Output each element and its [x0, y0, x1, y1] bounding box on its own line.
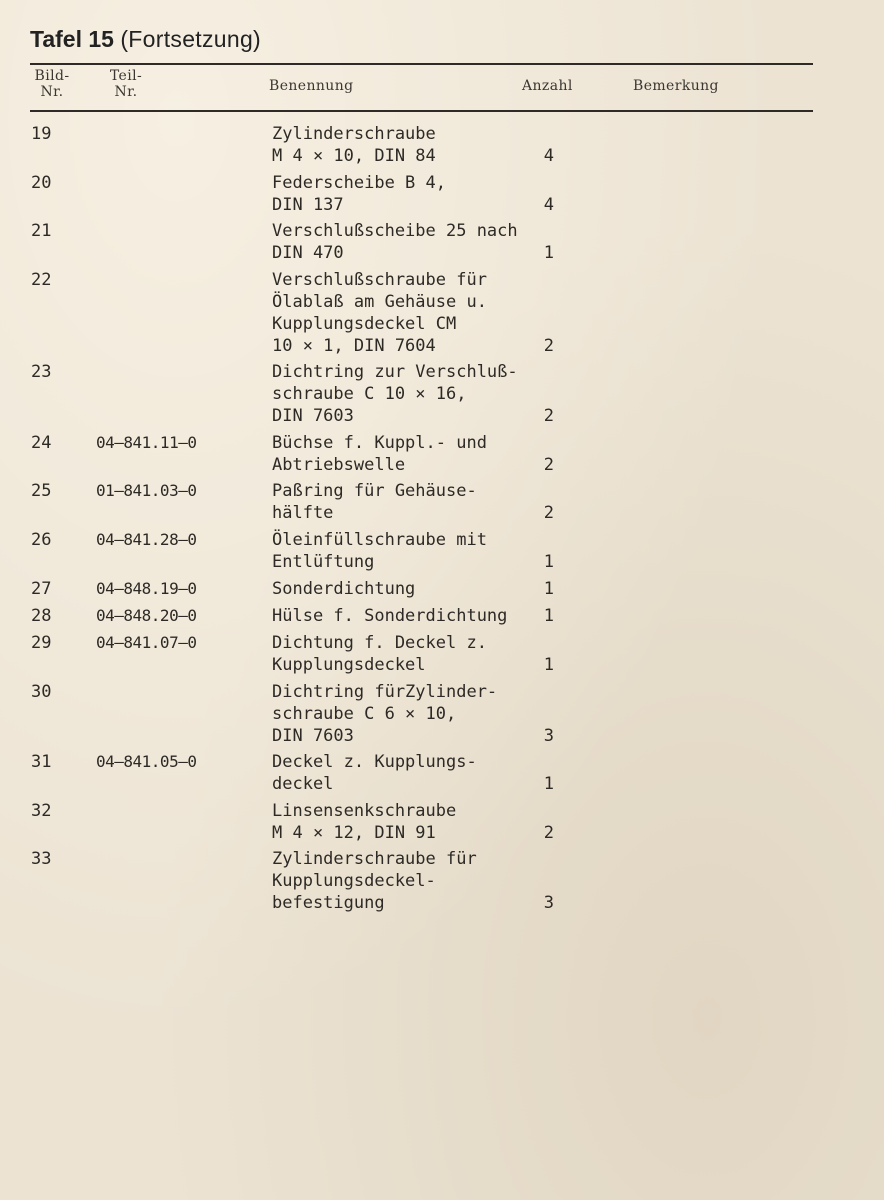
title-main: Tafel 15: [30, 26, 114, 52]
anzahl: 4: [543, 146, 554, 166]
bild-nr: 32: [31, 801, 52, 821]
anzahl: 1: [543, 655, 554, 675]
teil-nr: 04—848.20—0: [96, 606, 197, 625]
benennung-line: DIN 7603: [272, 726, 354, 746]
anzahl: 1: [543, 774, 554, 794]
benennung-line: Büchse f. Kuppl.- und: [272, 433, 487, 453]
anzahl: 2: [543, 455, 554, 475]
bild-nr: 24: [31, 433, 52, 453]
bild-nr: 21: [31, 221, 52, 241]
anzahl: 2: [543, 406, 554, 426]
bild-nr: 27: [31, 579, 52, 599]
benennung-line: DIN 470: [272, 243, 344, 263]
header-bild-nr: [29, 68, 75, 100]
benennung-line: Dichtung f. Deckel z.: [272, 633, 487, 653]
benennung: [272, 681, 497, 747]
bild-nr: 31: [31, 752, 52, 772]
anzahl: 4: [543, 195, 554, 215]
benennung-line: Öleinfüllschraube mit: [272, 530, 487, 550]
benennung: [272, 632, 487, 676]
teil-nr: 04—841.05—0: [96, 752, 197, 771]
bild-nr: 29: [31, 633, 52, 653]
benennung-line: Abtriebswelle: [272, 455, 406, 475]
anzahl: 1: [543, 552, 554, 572]
header-teil-line1: Teil-: [109, 68, 143, 84]
benennung-line: Verschlußschraube für: [272, 270, 487, 290]
teil-nr: 04—848.19—0: [96, 579, 197, 598]
header-anzahl: Anzahl: [522, 78, 573, 94]
benennung-line: DIN 7603: [272, 406, 354, 426]
bild-nr: 25: [31, 481, 52, 501]
teil-nr: 01—841.03—0: [96, 481, 197, 500]
benennung-line: Dichtring fürZylinder-: [272, 682, 498, 702]
benennung-line: Dichtring zur Verschluß-: [272, 362, 518, 382]
header-teil-line2: Nr.: [114, 84, 138, 100]
bild-nr: 22: [31, 270, 52, 290]
benennung: [272, 800, 456, 844]
header-top-rule: [30, 63, 813, 65]
benennung: [272, 432, 487, 476]
anzahl: 1: [543, 243, 554, 263]
anzahl: 3: [543, 726, 554, 746]
benennung-line: Paßring für Gehäuse-: [272, 481, 477, 501]
benennung-line: Entlüftung: [272, 552, 375, 572]
bild-nr: 26: [31, 530, 52, 550]
benennung-line: 10 × 1, DIN 7604: [272, 336, 436, 356]
benennung: [272, 269, 487, 357]
benennung: [272, 123, 436, 167]
benennung-line: Zylinderschraube für: [272, 849, 477, 869]
bild-nr: 20: [31, 173, 52, 193]
benennung: [272, 220, 518, 264]
benennung: [272, 605, 507, 627]
bild-nr: 28: [31, 606, 52, 626]
benennung-line: Zylinderschraube: [272, 124, 436, 144]
bild-nr: 33: [31, 849, 52, 869]
benennung-line: hälfte: [272, 503, 334, 523]
teil-nr: 04—841.11—0: [96, 433, 197, 452]
benennung-line: Linsensenkschraube: [272, 801, 457, 821]
benennung-line: Federscheibe B 4,: [272, 173, 446, 193]
header-benennung: Benennung: [269, 78, 354, 94]
header-bild-line1: Bild-: [34, 68, 70, 84]
benennung-line: Kupplungsdeckel CM: [272, 314, 457, 334]
anzahl: 1: [543, 579, 554, 599]
benennung: [272, 172, 446, 216]
benennung: [272, 848, 477, 914]
benennung-line: schraube C 10 × 16,: [272, 384, 467, 404]
benennung-line: deckel: [272, 774, 334, 794]
anzahl: 3: [543, 893, 554, 913]
bild-nr: 23: [31, 362, 52, 382]
title-continuation: (Fortsetzung): [120, 26, 262, 52]
benennung-line: Kupplungsdeckel: [272, 655, 426, 675]
anzahl: 1: [543, 606, 554, 626]
benennung-line: Ölablaß am Gehäuse u.: [272, 292, 487, 312]
header-teil-nr: [103, 68, 149, 100]
benennung-line: Hülse f. Sonderdichtung: [272, 606, 508, 626]
benennung: [272, 578, 415, 600]
benennung-line: DIN 137: [272, 195, 344, 215]
benennung-line: Kupplungsdeckel-: [272, 871, 436, 891]
anzahl: 2: [543, 823, 554, 843]
benennung-line: Sonderdichtung: [272, 579, 416, 599]
anzahl: 2: [543, 503, 554, 523]
bild-nr: 30: [31, 682, 52, 702]
page-title: [30, 26, 261, 53]
benennung-line: M 4 × 10, DIN 84: [272, 146, 436, 166]
benennung-line: befestigung: [272, 893, 385, 913]
benennung: [272, 751, 477, 795]
header-bottom-rule: [30, 110, 813, 112]
benennung-line: M 4 × 12, DIN 91: [272, 823, 436, 843]
benennung: [272, 361, 518, 427]
benennung: [272, 480, 477, 524]
bild-nr: 19: [31, 124, 52, 144]
teil-nr: 04—841.28—0: [96, 530, 197, 549]
teil-nr: 04—841.07—0: [96, 633, 197, 652]
benennung-line: Deckel z. Kupplungs-: [272, 752, 477, 772]
header-bemerkung: Bemerkung: [633, 78, 719, 94]
header-bild-line2: Nr.: [40, 84, 64, 100]
benennung-line: Verschlußscheibe 25 nach: [272, 221, 518, 241]
anzahl: 2: [543, 336, 554, 356]
benennung: [272, 529, 487, 573]
benennung-line: schraube C 6 × 10,: [272, 704, 457, 724]
